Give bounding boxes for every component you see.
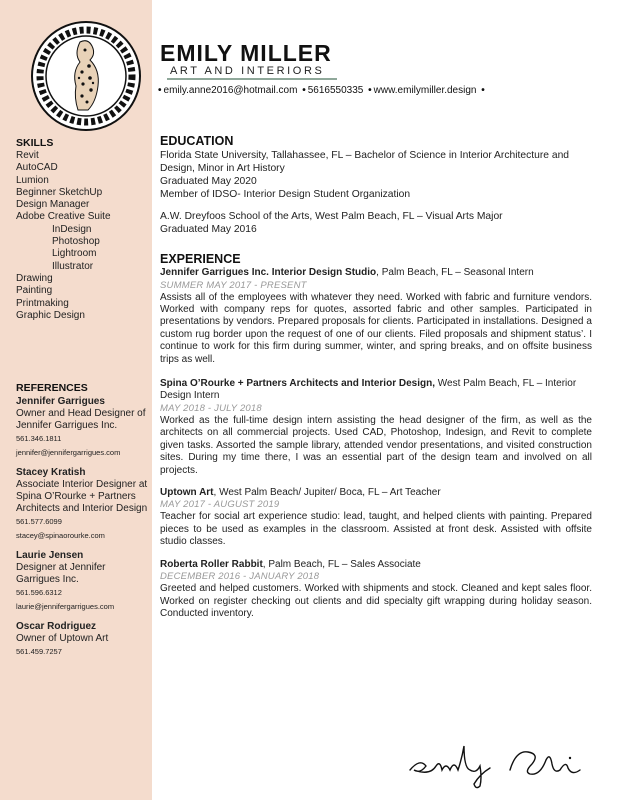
contact-line bbox=[156, 85, 487, 96]
skill-subitem: InDesign bbox=[52, 223, 92, 235]
reference-item bbox=[16, 550, 148, 612]
candidate-subtitle: ART AND INTERIORS bbox=[170, 65, 325, 77]
education-line: Florida State University, Tallahassee, FL – Bachelor of Science in Interior Architecture and Design, Minor in Art History bbox=[160, 150, 570, 174]
signature-icon bbox=[400, 730, 600, 790]
education-line: Member of IDSO- Interior Design Student Organization bbox=[160, 189, 411, 200]
website-link[interactable]: www.emilymiller.design bbox=[373, 85, 477, 96]
education-line: Graduated May 2016 bbox=[160, 224, 257, 235]
job-description: Assists all of the employees with whatever they need. Worked with fabric and furniture vendors. Worked with company reps for quotes, assorted fabric and other samples. Participated in presentations by vendors. Prepared proposals for clients. Participated in installations. Designed a custom rug border upon the request of one of our clients. Filed proposals and shipment status’. I continue to work for this firm during summer, winter, and spring breaks, and on offsite business trips as well. bbox=[160, 291, 592, 365]
reference-title: Associate Interior Designer at Spina O’Rourke + Partners Architects and Interior Design bbox=[16, 479, 148, 514]
skill-item: Printmaking bbox=[16, 297, 69, 309]
job-title-line bbox=[160, 378, 592, 403]
reference-phone: 561.459.7257 bbox=[16, 647, 62, 656]
reference-name: Oscar Rodriguez bbox=[16, 621, 97, 632]
skill-subitem: Lightroom bbox=[52, 248, 97, 260]
skill-subitem: Illustrator bbox=[52, 260, 94, 272]
job-company: Jennifer Garrigues Inc. Interior Design Studio bbox=[160, 267, 377, 278]
job-title-line bbox=[160, 487, 592, 500]
reference-name: Laurie Jensen bbox=[16, 550, 84, 561]
skill-subitem: Photoshop bbox=[52, 236, 100, 248]
job-location-role: , Palm Beach, FL – Sales Associate bbox=[262, 558, 421, 570]
skills-heading: SKILLS bbox=[16, 137, 54, 149]
reference-title: Owner of Uptown Art bbox=[16, 633, 109, 644]
reference-phone: 561.577.6099 bbox=[16, 517, 62, 526]
references-list bbox=[16, 396, 148, 666]
skills-list bbox=[16, 150, 111, 322]
skill-item: Painting bbox=[16, 285, 53, 297]
job-entry bbox=[160, 487, 592, 549]
job-title-line bbox=[160, 267, 592, 280]
experience-heading: EXPERIENCE bbox=[160, 252, 241, 266]
job-location-role: West Palm Beach, FL – Interior Design Intern bbox=[160, 377, 577, 402]
skill-item: Design Manager bbox=[16, 199, 90, 211]
job-entry bbox=[160, 267, 592, 366]
job-dates: MAY 2018 - JULY 2018 bbox=[160, 402, 262, 414]
references-heading: REFERENCES bbox=[16, 382, 88, 394]
reference-title: Owner and Head Designer of Jennifer Garrigues Inc. bbox=[16, 408, 146, 431]
candidate-name: EMILY MILLER bbox=[160, 40, 332, 66]
job-location-role: , Palm Beach, FL – Seasonal Intern bbox=[376, 267, 534, 278]
education-heading: EDUCATION bbox=[160, 134, 234, 148]
job-dates: DECEMBER 2016 - JANUARY 2018 bbox=[160, 571, 320, 583]
skill-item: Beginner SketchUp bbox=[16, 186, 103, 198]
reference-item bbox=[16, 396, 148, 458]
bullet-icon: • bbox=[302, 85, 306, 96]
job-dates: MAY 2017 - AUGUST 2019 bbox=[160, 499, 280, 511]
education-line: A.W. Dreyfoos School of the Arts, West Palm Beach, FL – Visual Arts Major bbox=[160, 211, 503, 222]
job-location-role: , West Palm Beach/ Jupiter/ Boca, FL – Art Teacher bbox=[213, 486, 441, 498]
bullet-icon: • bbox=[368, 85, 372, 96]
reference-name: Stacey Kratish bbox=[16, 467, 86, 478]
job-company: Uptown Art bbox=[160, 486, 214, 498]
job-dates: SUMMER MAY 2017 - PRESENT bbox=[160, 279, 307, 291]
job-entry bbox=[160, 559, 592, 621]
job-title-line bbox=[160, 559, 592, 572]
reference-item bbox=[16, 621, 148, 657]
skill-item: Drawing bbox=[16, 272, 53, 284]
reference-email[interactable]: stacey@spinaorourke.com bbox=[16, 531, 105, 540]
job-company: Roberta Roller Rabbit bbox=[160, 558, 263, 570]
bullet-icon: • bbox=[158, 85, 162, 96]
job-company: Spina O’Rourke + Partners Architects and Interior Design, bbox=[160, 377, 435, 389]
leopard-logo-icon bbox=[30, 20, 142, 132]
skill-item: Lumion bbox=[16, 174, 49, 186]
header-rule bbox=[167, 78, 337, 80]
reference-title: Designer at Jennifer Garrigues Inc. bbox=[16, 562, 106, 585]
reference-item bbox=[16, 467, 148, 541]
skill-item: Adobe Creative Suite bbox=[16, 211, 111, 223]
reference-phone: 561.596.6312 bbox=[16, 588, 62, 597]
reference-email[interactable]: jennifer@jennifergarrigues.com bbox=[16, 448, 121, 457]
reference-name: Jennifer Garrigues bbox=[16, 396, 105, 407]
skill-item: AutoCAD bbox=[16, 162, 58, 174]
skill-item: Revit bbox=[16, 150, 39, 161]
reference-phone: 561.346.1811 bbox=[16, 434, 62, 443]
job-description: Worked as the full-time design intern assisting the head designer of the firm, as well as the architects on all commercial projects. Used CAD, Photoshop, Indesign, and Revit to complete given tasks. Assorted the sample library, attended vendor presentations, and visited construction sites. During my time there, I was an essential part of the design team and involved on all projects. bbox=[160, 414, 592, 476]
education-line: Graduated May 2020 bbox=[160, 176, 257, 187]
education-section bbox=[160, 149, 592, 236]
job-description: Greeted and helped customers. Worked with shipments and stock. Cleaned and kept sales floor. Worked on register checking out clients and did specialty gift wrapping during holiday season. Conducted inventory. bbox=[160, 583, 592, 619]
bullet-icon: • bbox=[481, 85, 485, 96]
job-entry bbox=[160, 378, 592, 477]
skill-item: Graphic Design bbox=[16, 309, 85, 321]
main-content bbox=[160, 134, 592, 628]
phone-text: 5616550335 bbox=[307, 85, 364, 96]
job-description: Teacher for social art experience studio: lead, taught, and helped clients with painting. Prepared pieces to be used as examples in the classroom. Assisted at front desk. Assisted with offsite studio classes. bbox=[160, 511, 592, 548]
reference-email[interactable]: laurie@jennifergarrigues.com bbox=[16, 602, 115, 611]
email-link[interactable]: emily.anne2016@hotmail.com bbox=[163, 85, 298, 96]
